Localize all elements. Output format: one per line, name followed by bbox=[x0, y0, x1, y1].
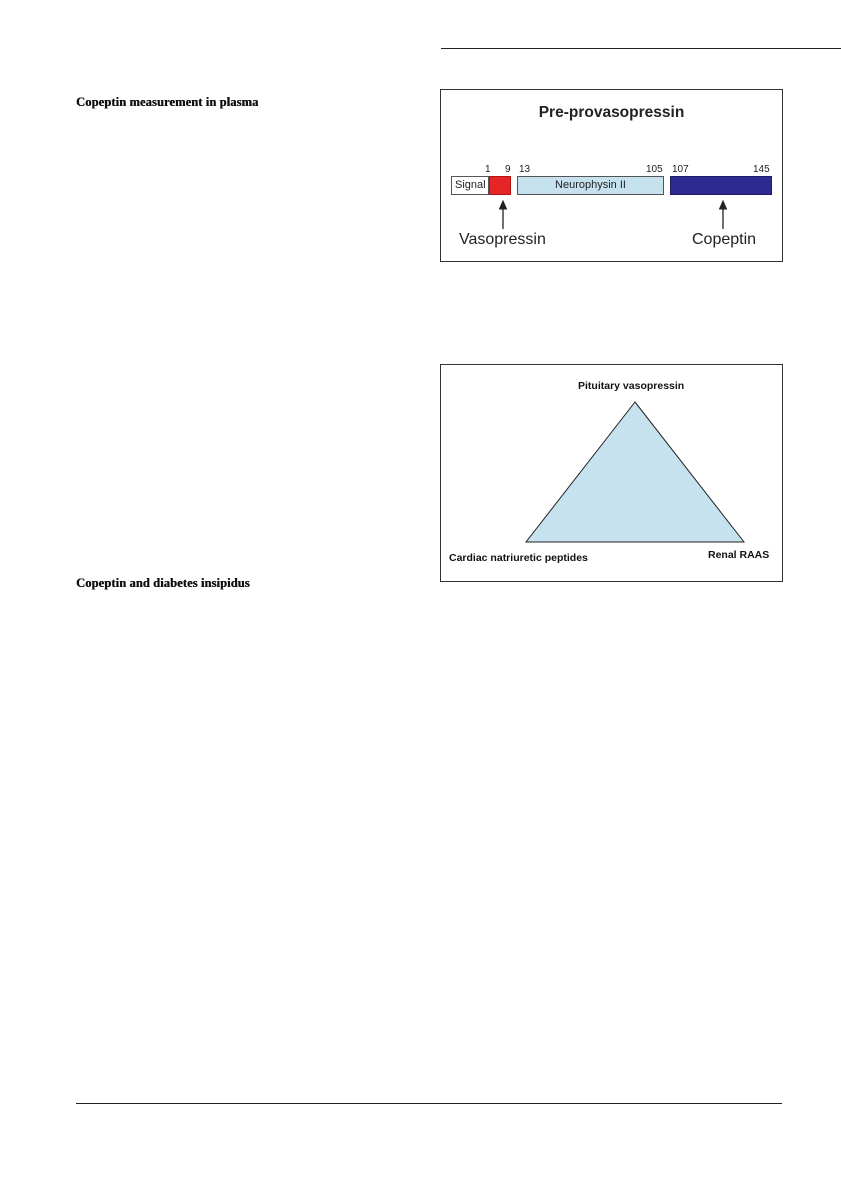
segment-signal-label: Signal bbox=[455, 179, 486, 191]
position-label-1: 1 bbox=[485, 164, 491, 175]
triangle-shape bbox=[526, 402, 744, 542]
vertex-label-pituitary-vasopressin: Pituitary vasopressin bbox=[578, 380, 685, 392]
figure-pre-provasopressin bbox=[440, 89, 783, 262]
segment-neurophysin-label: Neurophysin II bbox=[555, 179, 626, 191]
arrow-up-icon bbox=[500, 201, 507, 229]
position-label-105: 105 bbox=[646, 164, 663, 175]
position-label-107: 107 bbox=[672, 164, 689, 175]
vertex-label-renal-raas: Renal RAAS bbox=[708, 549, 770, 561]
arrow-up-icon bbox=[720, 201, 727, 229]
section-heading-copeptin-diabetes-insipidus: Copeptin and diabetes insipidus bbox=[76, 576, 250, 590]
vasopressin-label: Vasopressin bbox=[459, 231, 546, 248]
position-label-13: 13 bbox=[519, 164, 531, 175]
header-rule bbox=[441, 48, 841, 49]
footer-rule bbox=[76, 1103, 782, 1104]
figure-regulation-triangle bbox=[440, 364, 783, 582]
copeptin-label: Copeptin bbox=[692, 231, 757, 248]
position-label-145: 145 bbox=[753, 164, 770, 175]
section-heading-copeptin-measurement: Copeptin measurement in plasma bbox=[76, 95, 259, 109]
position-label-9: 9 bbox=[505, 164, 511, 175]
vertex-label-cardiac-natriuretic-peptides: Cardiac natriuretic peptides bbox=[449, 552, 588, 564]
figure-title: Pre-provasopressin bbox=[538, 104, 685, 121]
